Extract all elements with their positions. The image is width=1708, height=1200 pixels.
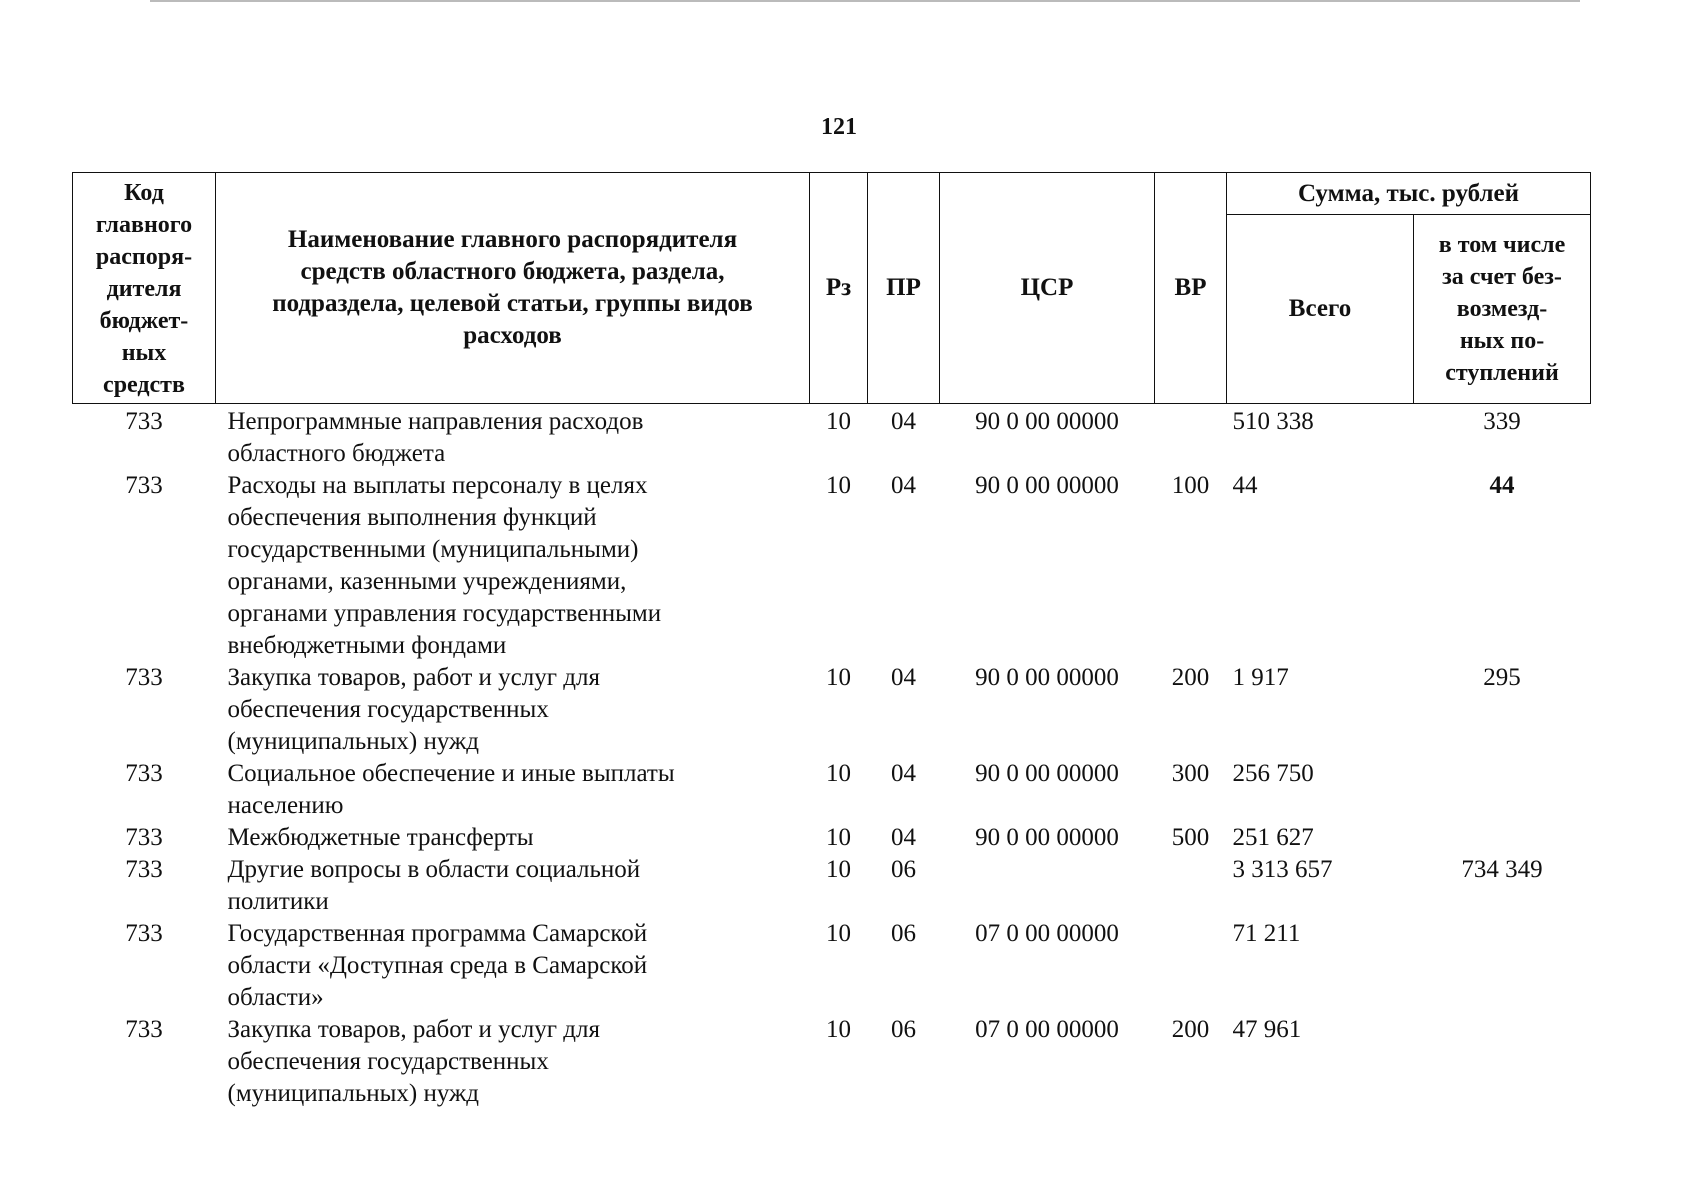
- rz-cell: 10: [826, 664, 851, 691]
- header-code: [73, 173, 216, 404]
- header-line: ных: [121, 340, 167, 366]
- free-receipts-cell: [1414, 758, 1591, 822]
- name-line: внебюджетными фондами: [227, 632, 507, 659]
- rz-cell: 10: [826, 920, 851, 947]
- name-line: органами, казенными учреждениями,: [227, 568, 627, 595]
- total-cell: 256 750: [1232, 760, 1314, 787]
- header-line: в том числе: [1438, 232, 1566, 259]
- table-row: [73, 470, 1591, 662]
- name-line: (муниципальных) нужд: [227, 728, 480, 755]
- pr-cell: 04: [891, 472, 916, 499]
- vr-cell: 200: [1171, 1016, 1210, 1043]
- header-line: Код: [124, 180, 164, 206]
- header-line: дителя: [106, 276, 182, 302]
- name-line: обеспечения государственных: [227, 696, 549, 723]
- name-line: Закупка товаров, работ и услуг для: [227, 1016, 600, 1043]
- csr-cell: 07 0 00 00000: [975, 920, 1119, 947]
- free-receipts-cell: [1414, 918, 1591, 1014]
- name-line: обеспечения выполнения функций: [227, 504, 597, 531]
- free-receipts-cell: 44: [1489, 472, 1515, 499]
- csr-cell: 90 0 00 00000: [975, 824, 1119, 851]
- csr-cell: [940, 854, 1155, 918]
- header-line: главного: [95, 212, 193, 238]
- header-line: за счет без-: [1442, 264, 1562, 291]
- table-row: [73, 404, 1591, 471]
- vr-cell: 200: [1171, 664, 1210, 691]
- page-number: 121: [821, 114, 857, 140]
- rz-cell: 10: [826, 824, 851, 851]
- code-cell: 733: [125, 1016, 163, 1043]
- header-line: подраздела, целевой статьи, группы видов: [272, 290, 753, 317]
- header-line: расходов: [463, 322, 562, 349]
- name-line: Другие вопросы в области социальной: [227, 856, 641, 883]
- vr-cell: 100: [1171, 472, 1210, 499]
- table-row: [73, 918, 1591, 1014]
- budget-table: [72, 172, 1591, 1110]
- name-line: обеспечения государственных: [227, 1048, 549, 1075]
- header-vr: ВР: [1155, 173, 1227, 404]
- total-cell: 3 313 657: [1232, 856, 1333, 883]
- csr-cell: 07 0 00 00000: [975, 1016, 1119, 1043]
- header-line: возмезд-: [1456, 296, 1548, 323]
- name-line: Непрограммные направления расходов: [227, 408, 644, 435]
- header-name: [216, 173, 810, 404]
- table-header: [73, 173, 1591, 404]
- header-sum-group: Сумма, тыс. рублей: [1227, 173, 1591, 215]
- header-line: бюджет-: [99, 308, 189, 334]
- pr-cell: 04: [891, 760, 916, 787]
- total-cell: 251 627: [1232, 824, 1314, 851]
- top-rule: [150, 0, 1580, 2]
- rz-cell: 10: [826, 856, 851, 883]
- table-row: [73, 1014, 1591, 1110]
- rz-cell: 10: [826, 472, 851, 499]
- header-rz: Рз: [810, 173, 868, 404]
- csr-cell: 90 0 00 00000: [975, 760, 1119, 787]
- name-cell: [216, 1014, 810, 1110]
- header-line: ных по-: [1459, 328, 1545, 355]
- name-line: Государственная программа Самарской: [227, 920, 648, 947]
- name-cell: [216, 470, 810, 662]
- code-cell: 733: [125, 408, 163, 435]
- table-row: [73, 662, 1591, 758]
- code-cell: 733: [125, 920, 163, 947]
- table-row: [73, 854, 1591, 918]
- name-line: политики: [227, 888, 329, 915]
- name-cell: [216, 822, 810, 854]
- name-line: Социальное обеспечение и иные выплаты: [227, 760, 675, 787]
- code-cell: 733: [125, 856, 163, 883]
- code-cell: 733: [125, 760, 163, 787]
- header-free-receipts: [1414, 215, 1591, 404]
- total-cell: 510 338: [1232, 408, 1314, 435]
- csr-cell: 90 0 00 00000: [975, 664, 1119, 691]
- table-body: [73, 404, 1591, 1111]
- header-line: средств областного бюджета, раздела,: [300, 258, 725, 285]
- vr-cell: 300: [1171, 760, 1210, 787]
- name-cell: [216, 662, 810, 758]
- total-cell: 71 211: [1232, 920, 1301, 947]
- pr-cell: 04: [891, 408, 916, 435]
- name-cell: [216, 854, 810, 918]
- code-cell: 733: [125, 824, 163, 851]
- free-receipts-cell: [1414, 1014, 1591, 1110]
- name-line: населению: [227, 792, 344, 819]
- csr-cell: 90 0 00 00000: [975, 408, 1119, 435]
- vr-cell: [1155, 918, 1227, 1014]
- vr-cell: [1155, 854, 1227, 918]
- header-pr: ПР: [868, 173, 940, 404]
- name-line: Межбюджетные трансферты: [227, 824, 534, 851]
- name-line: Расходы на выплаты персоналу в целях: [227, 472, 648, 499]
- pr-cell: 04: [891, 824, 916, 851]
- header-line: распоря-: [95, 244, 193, 270]
- rz-cell: 10: [826, 760, 851, 787]
- name-line: области «Доступная среда в Самарской: [227, 952, 648, 979]
- vr-cell: 500: [1171, 824, 1210, 851]
- name-cell: [216, 758, 810, 822]
- name-line: области»: [227, 984, 324, 1011]
- header-line: Наименование главного распорядителя: [287, 226, 738, 253]
- name-cell: [216, 404, 810, 471]
- csr-cell: 90 0 00 00000: [975, 472, 1119, 499]
- name-line: органами управления государственными: [227, 600, 662, 627]
- name-line: государственными (муниципальными): [227, 536, 639, 563]
- name-line: (муниципальных) нужд: [227, 1080, 480, 1107]
- total-cell: 47 961: [1232, 1016, 1302, 1043]
- vr-cell: [1155, 404, 1227, 471]
- pr-cell: 04: [891, 664, 916, 691]
- name-line: Закупка товаров, работ и услуг для: [227, 664, 600, 691]
- header-total: Всего: [1227, 215, 1414, 404]
- table-row: [73, 758, 1591, 822]
- total-cell: 1 917: [1232, 664, 1289, 691]
- header-line: ступлений: [1445, 360, 1559, 387]
- rz-cell: 10: [826, 408, 851, 435]
- table-row: [73, 822, 1591, 854]
- name-line: областного бюджета: [227, 440, 446, 467]
- free-receipts-cell: 734 349: [1461, 856, 1543, 883]
- rz-cell: 10: [826, 1016, 851, 1043]
- pr-cell: 06: [891, 920, 916, 947]
- free-receipts-cell: 295: [1483, 664, 1521, 691]
- free-receipts-cell: [1414, 822, 1591, 854]
- header-csr: ЦСР: [940, 173, 1155, 404]
- code-cell: 733: [125, 472, 163, 499]
- pr-cell: 06: [891, 856, 916, 883]
- header-line: средств: [103, 372, 185, 398]
- total-cell: 44: [1232, 472, 1258, 499]
- code-cell: 733: [125, 664, 163, 691]
- pr-cell: 06: [891, 1016, 916, 1043]
- name-cell: [216, 918, 810, 1014]
- free-receipts-cell: 339: [1483, 408, 1521, 435]
